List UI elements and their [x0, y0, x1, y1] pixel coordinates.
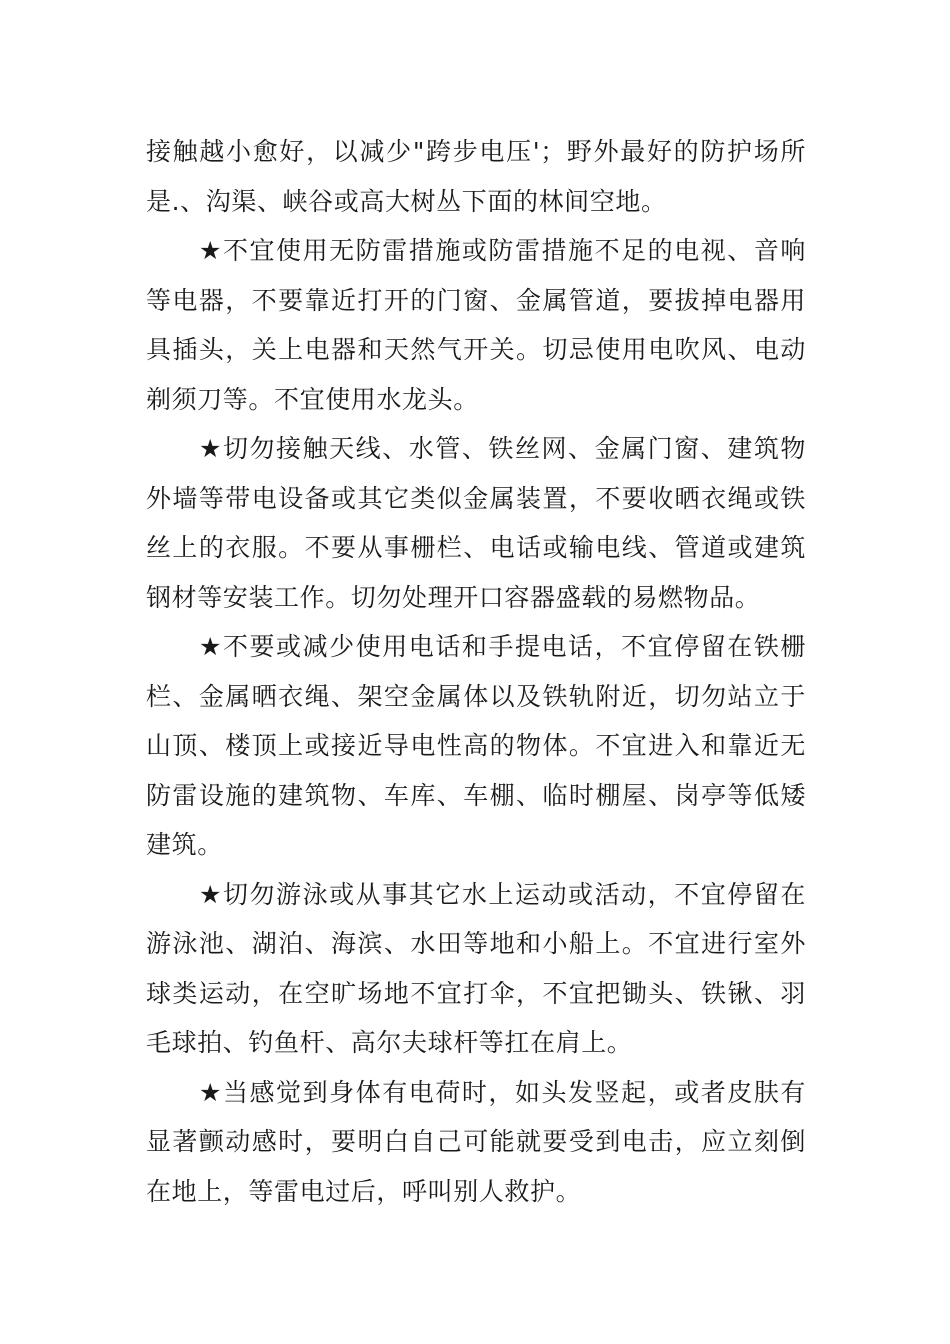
paragraph-water-activities: ★切勿游泳或从事其它水上运动或活动，不宜停留在游泳池、湖泊、海滨、水田等地和小船上。不宜进行室外球类运动，在空旷场地不宜打伞，不宜把锄头、铁锹、羽毛球拍、钓鱼杆、高尔夫球杆等扛在肩上。 — [146, 879, 806, 1057]
paragraph-body-charge: ★当感觉到身体有电荷时，如头发竖起，或者皮肤有显著颤动感时，要明白自己可能就要受到电击，应立刻倒在地上，等雷电过后，呼叫别人救护。 — [146, 1077, 806, 1206]
paragraph-metal-objects: ★切勿接触天线、水管、铁丝网、金属门窗、建筑物外墙等带电设备或其它类似金属装置，不要收晒衣绳或铁丝上的衣服。不要从事栅栏、电话或输电线、管道或建筑钢材等安装工作。切勿处理开口容器盛载的易燃物品。 — [146, 434, 806, 612]
document-body — [146, 127, 806, 1216]
paragraph-phones-and-heights: ★不要或减少使用电话和手提电话，不宜停留在铁栅栏、金属晒衣绳、架空金属体以及铁轨附近，切勿站立于山顶、楼顶上或接近导电性高的物体。不宜进入和靠近无防雷设施的建筑物、车库、车棚、临时棚屋、岗亭等低矮建筑。 — [146, 632, 806, 859]
paragraph-continuation: 接触越小愈好，以减少"跨步电压'；野外最好的防护场所是.、沟渠、峡谷或高大树丛下面的林间空地。 — [146, 137, 806, 216]
paragraph-electrical-appliances: ★不宜使用无防雷措施或防雷措施不足的电视、音响等电器，不要靠近打开的门窗、金属管道，要拔掉电器用具插头，关上电器和天然气开关。切忌使用电吹风、电动剃须刀等。不宜使用水龙头。 — [146, 236, 806, 414]
